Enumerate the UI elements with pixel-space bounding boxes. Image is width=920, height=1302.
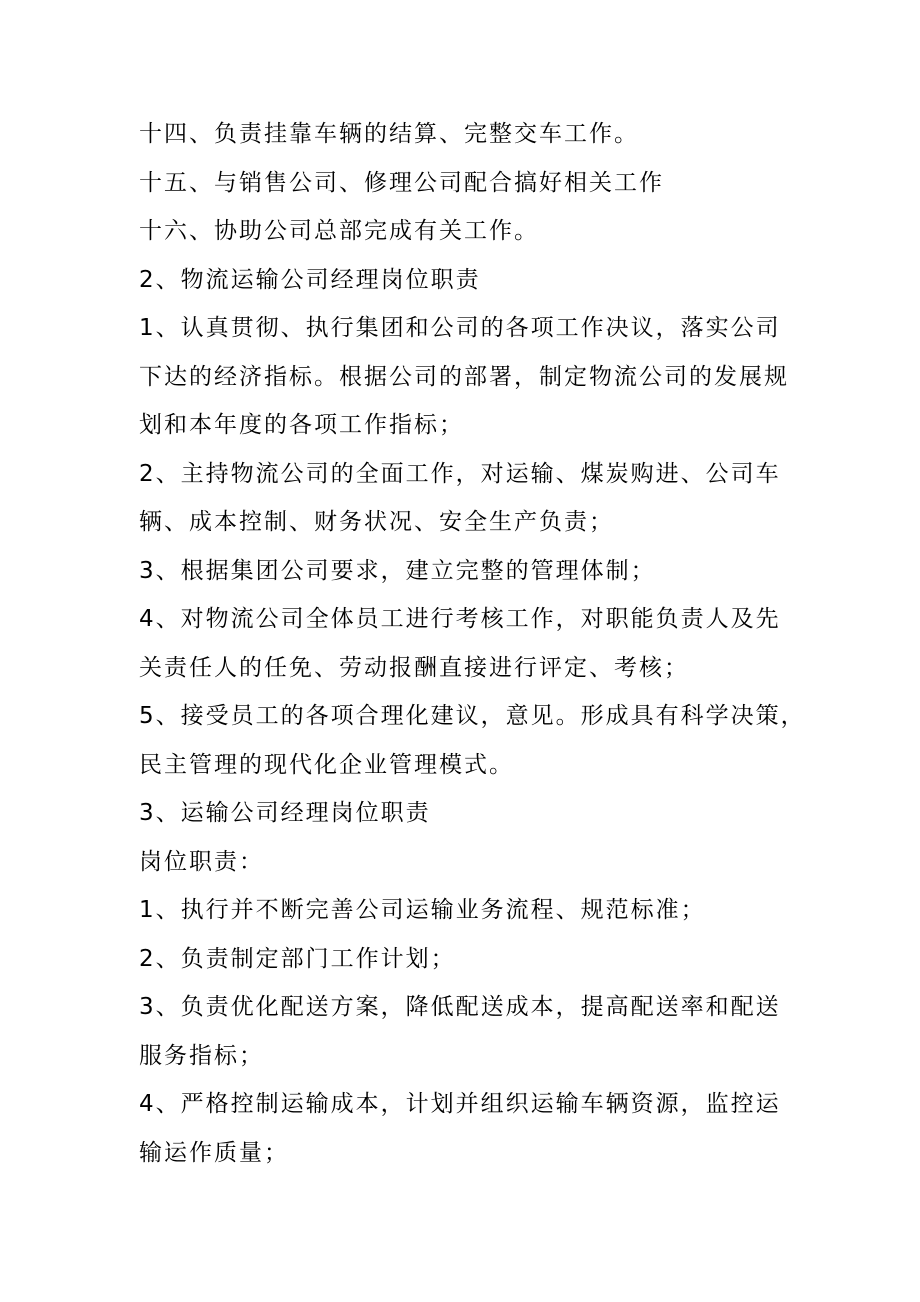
text-line: 5、接受员工的各项合理化建议，意见。形成具有科学决策，: [139, 703, 806, 729]
text-line: 4、对物流公司全体员工进行考核工作，对职能负责人及先: [139, 606, 781, 632]
document-body: [139, 110, 809, 1177]
section-heading: 2、物流运输公司经理岗位职责: [139, 266, 481, 293]
text-line: 十五、与销售公司、修理公司配合搞好相关工作: [139, 169, 664, 196]
text-line: 辆、成本控制、财务状况、安全生产负责；: [139, 509, 614, 535]
text-line: 关责任人的任免、劳动报酬直接进行评定、考核；: [139, 654, 689, 681]
text-line: 3、负责优化配送方案，降低配送成本，提高配送率和配送: [139, 994, 781, 1020]
text-line: 十四、负责挂靠车辆的结算、完整交车工作。: [139, 121, 639, 147]
text-line: 1、执行并不断完善公司运输业务流程、规范标准；: [139, 897, 706, 923]
text-line: 输运作质量；: [139, 1139, 289, 1166]
text-line: 2、负责制定部门工作计划；: [139, 945, 456, 972]
text-line: 划和本年度的各项工作指标；: [139, 412, 464, 438]
text-line: 1、认真贯彻、执行集团和公司的各项工作决议，落实公司: [139, 315, 781, 341]
text-line: 十六、协助公司总部完成有关工作。: [139, 218, 539, 244]
text-line: 2、主持物流公司的全面工作，对运输、煤炭购进、公司车: [139, 460, 781, 487]
section-heading: 3、运输公司经理岗位职责: [139, 800, 431, 826]
text-line: 4、严格控制运输成本，计划并组织运输车辆资源，监控运: [139, 1091, 781, 1117]
text-line: 民主管理的现代化企业管理模式。: [139, 751, 514, 778]
text-line: 岗位职责：: [139, 848, 264, 875]
text-line: 下达的经济指标。根据公司的部署，制定物流公司的发展规: [139, 363, 789, 390]
text-line: 服务指标；: [139, 1042, 264, 1069]
text-line: 3、根据集团公司要求，建立完整的管理体制；: [139, 557, 656, 584]
